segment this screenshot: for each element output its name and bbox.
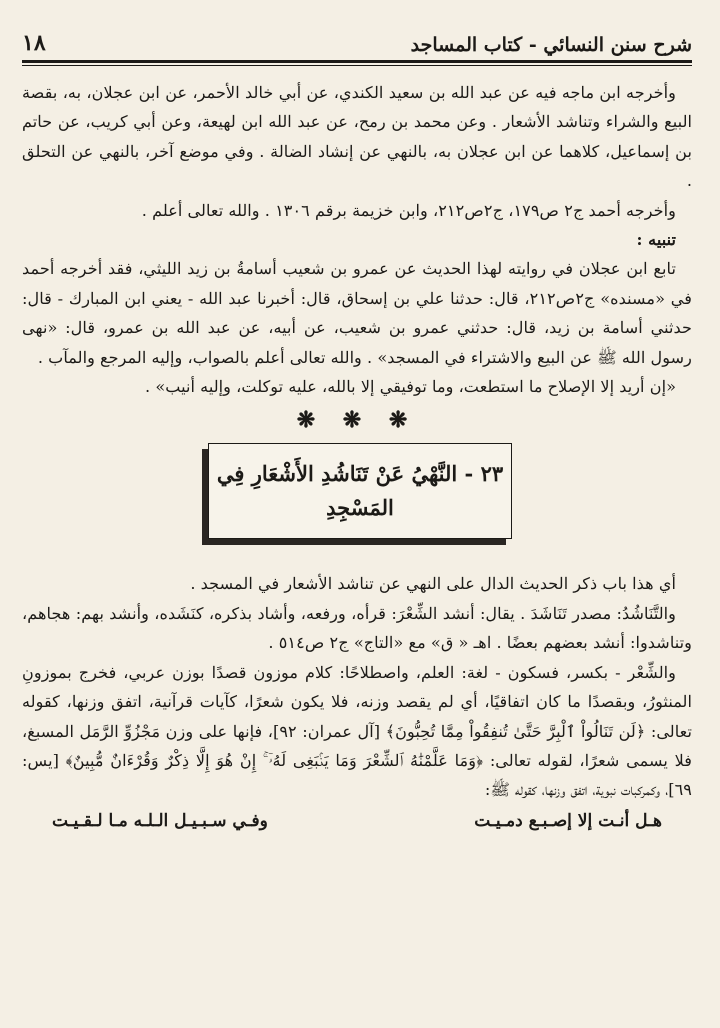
page-body [22, 78, 692, 831]
paragraph-shir-definition: والشِّعْر - بكسر، فسكون - لغة: العلم، واصطلاحًا: كلام موزون قصدًا بوزن عربي، فخرج بموزونِ المنثورُ، وبقصدًا ما كان اتفاقيًا، أي لم يقصد وزنه، فلا يكون شعرًا، كآيات قرآنية، اتفق وزنها، كقوله تعالى: ﴿لَن تَنَالُواْ ٱلْبِرَّ حَتَّىٰ تُنفِقُواْ مِمَّا تُحِبُّونَ﴾ [آل عمران: ٩٢]، فإنها على وزن مَجْزُوِّ الرَّمَل المسبغ، فلا يسمى شعرًا، لقوله تعالى: ﴿وَمَا عَلَّمْنَٰهُ ٱلشِّعْرَ وَمَا يَنۢبَغِى لَهُۥٓ ۚ إِنْ هُوَ إِلَّا ذِكْرٌ وَقُرْءَانٌ مُّبِينٌ﴾ [يس: ٦٩]، وكمركبات نبوية، اتفق وزنها، كقوله ﷺ: [22, 662, 692, 800]
page-number: ١٨ [22, 30, 46, 56]
paragraph-note: تابع ابن عجلان في روايته لهذا الحديث عن عمرو بن شعيب أسامةُ بن زيد الليثي، فقد أخرجه أحمد في «مسنده» ج٢ص٢١٢، قال: حدثنا علي بن إسحاق، قال: أخبرنا عبد الله - يعني ابن المبارك - قال: حدثني أسامة بن زيد، قال: حدثني عمرو بن شعيب، عن أبيه، عن عبد الله بن عمرو، قال: «نهى رسول الله ﷺ عن البيع والاشتراء في المسجد» . والله تعالى أعلم بالصواب، وإليه المرجع والمآب . [22, 259, 692, 367]
chapter-title-box [202, 443, 512, 547]
chapter-content [22, 569, 692, 804]
poem-hemistich-left: وفـي سـبـيـل الـلـه مـا لـقـيـت [52, 810, 268, 831]
chapter-title-line-1: ٢٣ - النَّهْيُ عَنْ تَنَاشُدِ الأَشْعَارِ فِي [216, 461, 504, 487]
paragraph-ibn-majah: وأخرجه ابن ماجه فيه عن عبد الله بن سعيد الكندي، عن أبي خالد الأحمر، عن ابن عجلان، به، بقصة البيع والشراء وتناشد الأشعار . وعن محمد بن رمح، عن عبد الله ابن لهيعة، وعن أبي كريب، عن حاتم بن إسماعيل، كلاهما عن ابن عجلان به، بالنهي عن إنشاد الضالة . وفي موضع آخر، بالنهي عن التحلق . [22, 83, 692, 191]
header-rule-thin [22, 65, 692, 66]
chapter-title-line-2: المَسْجِدِ [326, 495, 394, 521]
poem-hemistich-right: هـل أنـت إلا إصـبـع دمـيـت [474, 810, 662, 831]
running-title: شرح سنن النسائي - كتاب المساجد [410, 34, 692, 56]
note-heading: تنبيه : [636, 230, 676, 250]
header-rule-thick [22, 60, 692, 63]
section-separator: ❋ ❋ ❋ [296, 407, 418, 434]
paragraph-tanashud-definition: والتَّنَاشُدُ: مصدر تَنَاشَدَ . يقال: أنشد الشِّعْرَ: قرأه، ورفعه، وأشاد بذكره، كنَشَده، وأنشد بهم: هجاهم، وتناشدوا: أنشد بعضهم بعضًا . اهـ « ق» مع «التاج» ج٢ ص٥١٤ . [22, 603, 692, 653]
paragraph-ahmad: وأخرجه أحمد ج٢ ص١٧٩، ج٢ص٢١٢، وابن خزيمة برقم ١٣٠٦ . والله تعالى أعلم . [141, 200, 676, 220]
page-header [22, 30, 692, 56]
poem-verse [22, 811, 692, 831]
chapter-box-frame [208, 443, 512, 539]
paragraph-quote: «إن أريد إلا الإصلاح ما استطعت، وما توفيقي إلا بالله، عليه توكلت، وإليه أنيب» . [145, 377, 676, 397]
paragraph-chapter-intro: أي هذا باب ذكر الحديث الدال على النهي عن تناشد الأشعار في المسجد . [190, 574, 676, 594]
